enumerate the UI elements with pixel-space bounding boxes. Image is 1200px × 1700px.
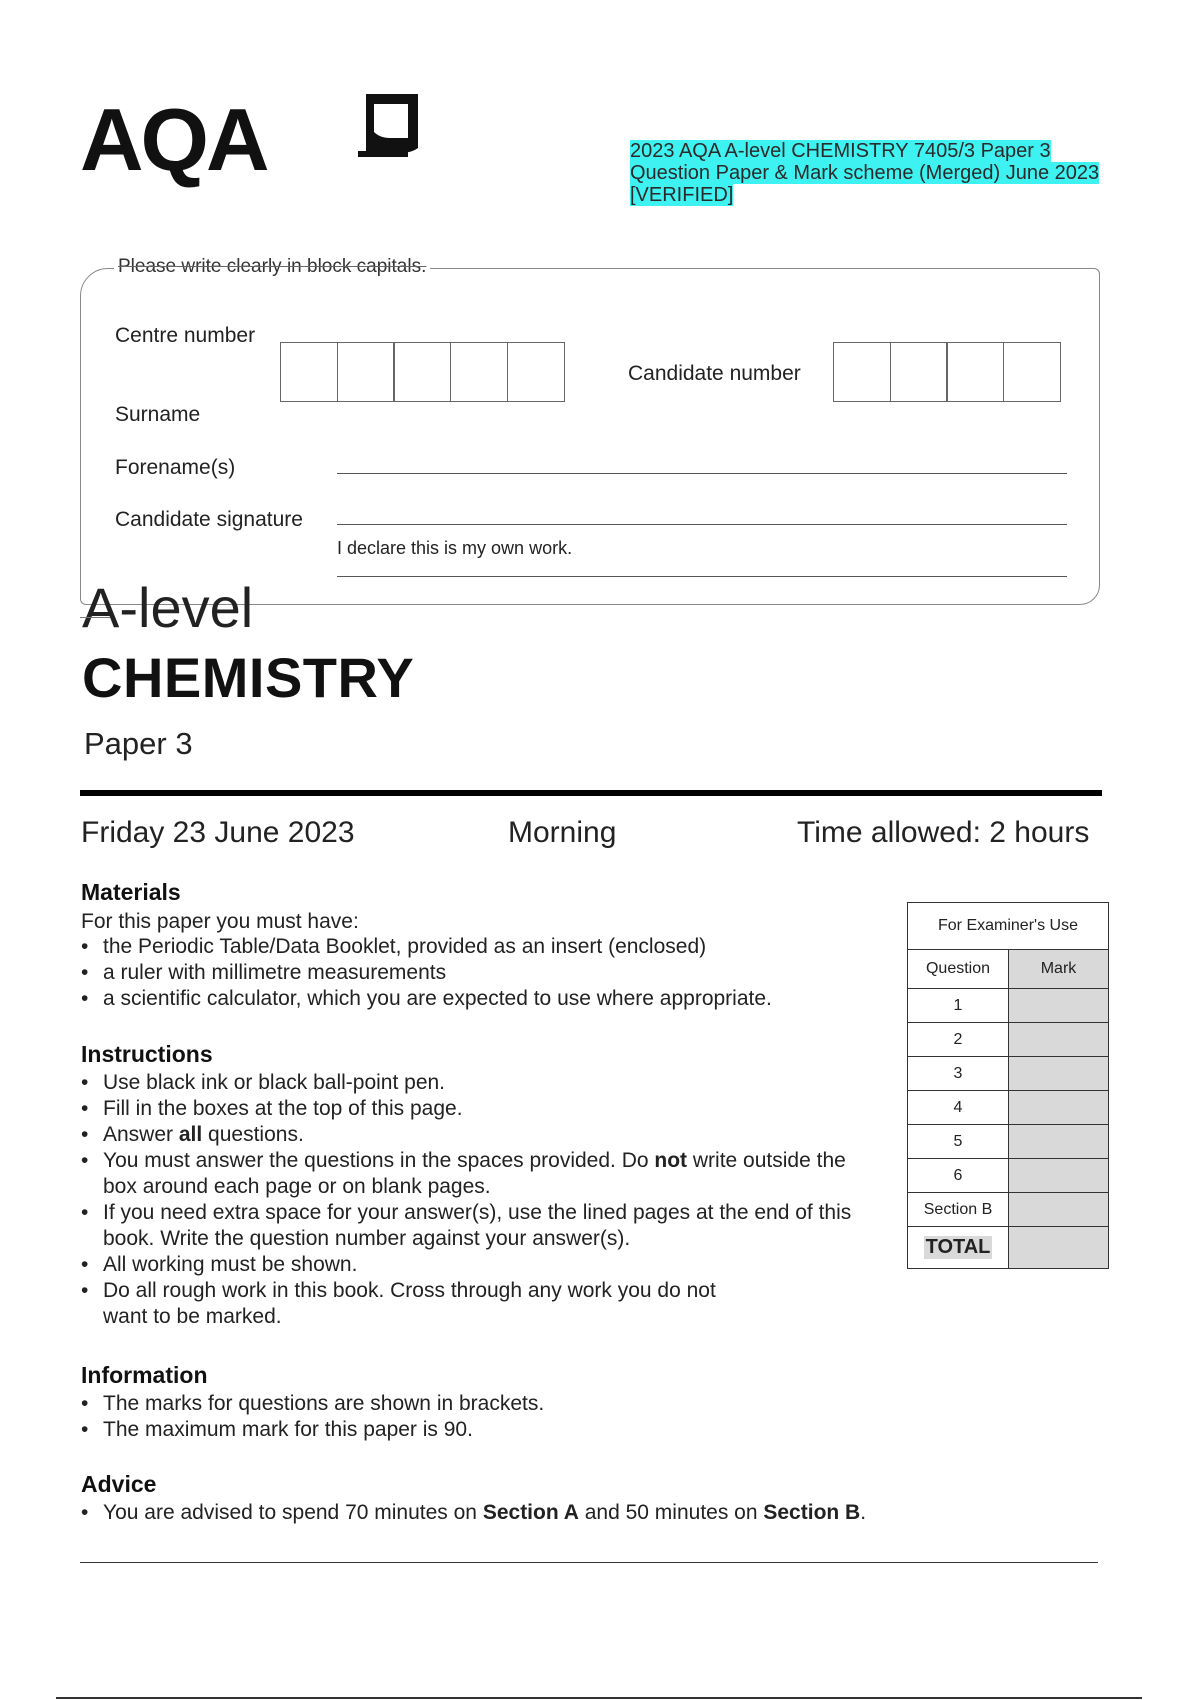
materials-heading: Materials [81, 879, 181, 905]
materials-intro: For this paper you must have: [81, 910, 359, 933]
list-item: • a ruler with millimetre measurements [81, 960, 881, 986]
total-label: TOTAL [925, 1236, 991, 1258]
candidate-details-box [80, 268, 1100, 605]
examiner-use-table [907, 902, 1109, 1269]
list-item: • You are advised to spend 70 minutes on Section A and 50 minutes on Section B. [81, 1500, 1081, 1526]
list-item: • The marks for questions are shown in brackets. [81, 1391, 881, 1417]
table-row [908, 1193, 1108, 1227]
table-row [908, 1159, 1108, 1193]
list-item: • a scientific calculator, which you are expected to use where appropriate. [81, 986, 881, 1012]
question-column-header: Question [908, 950, 1009, 988]
mark-column-header: Mark [1009, 950, 1108, 988]
table-row [908, 1023, 1108, 1057]
total-mark-cell [1009, 1227, 1108, 1268]
materials-section [81, 879, 881, 1012]
total-row [908, 1227, 1108, 1268]
declaration-line [337, 576, 1067, 577]
page-bottom-rule [56, 1697, 1142, 1699]
candidate-digit-box[interactable] [833, 342, 891, 402]
question-cell: 2 [908, 1023, 1009, 1056]
mark-cell [1009, 1057, 1108, 1090]
signature-label: Candidate signature [115, 508, 303, 531]
table-row [908, 1057, 1108, 1091]
qualification-level: A-level [82, 576, 254, 639]
header-divider [80, 790, 1102, 796]
candidate-digit-box[interactable] [1003, 342, 1061, 402]
instructions-section [81, 1041, 861, 1330]
list-item: • All working must be shown. [81, 1252, 861, 1278]
information-section [81, 1362, 881, 1443]
centre-digit-box[interactable] [393, 342, 451, 402]
mark-cell [1009, 1193, 1108, 1226]
list-item: • You must answer the questions in the spaces provided. Do not write outside the box around each page or on blank pages. [81, 1148, 861, 1200]
table-row [908, 1091, 1108, 1125]
question-cell: 5 [908, 1125, 1009, 1158]
block-capitals-instruction: Please write clearly in block capitals. [114, 256, 430, 278]
question-cell: 6 [908, 1159, 1009, 1192]
document-title: 2023 AQA A-level CHEMISTRY 7405/3 Paper 3 Question Paper & Mark scheme (Merged) June 2023 [VERIFIED] [630, 140, 1100, 206]
candidate-number-label: Candidate number [628, 362, 801, 385]
advice-list [81, 1500, 1081, 1526]
table-row [908, 1125, 1108, 1159]
candidate-digit-box[interactable] [890, 342, 948, 402]
exam-session: Morning [508, 816, 617, 849]
subject-title: CHEMISTRY [82, 646, 415, 709]
time-allowed: Time allowed: 2 hours [797, 816, 1090, 849]
question-cell: Section B [908, 1193, 1009, 1226]
centre-digit-box[interactable] [280, 342, 338, 402]
advice-section [81, 1471, 1081, 1526]
forename-line[interactable] [337, 473, 1067, 474]
examiner-table-header [908, 950, 1108, 989]
signature-line[interactable] [337, 524, 1067, 525]
list-item: • the Periodic Table/Data Booklet, provided as an insert (enclosed) [81, 934, 881, 960]
aqa-logo [80, 92, 360, 202]
list-item: • Use black ink or black ball-point pen. [81, 1070, 861, 1096]
declaration-text: I declare this is my own work. [337, 538, 573, 558]
centre-number-label: Centre number [115, 324, 256, 347]
list-item: • Do all rough work in this book. Cross through any work you do not want to be marked. [81, 1278, 763, 1330]
mark-cell [1009, 1125, 1108, 1158]
centre-digit-box[interactable] [450, 342, 508, 402]
examiner-table-title: For Examiner's Use [908, 903, 1108, 950]
footer-divider [80, 1562, 1098, 1563]
total-label-cell [908, 1227, 1009, 1268]
information-heading: Information [81, 1362, 208, 1388]
centre-digit-box[interactable] [507, 342, 565, 402]
instructions-heading: Instructions [81, 1041, 213, 1067]
table-row [908, 989, 1108, 1023]
paper-number: Paper 3 [84, 726, 193, 761]
list-item: • If you need extra space for your answer(s), use the lined pages at the end of this book. Write the question number against your answer(s). [81, 1200, 861, 1252]
advice-heading: Advice [81, 1471, 157, 1497]
question-cell: 3 [908, 1057, 1009, 1090]
question-cell: 4 [908, 1091, 1009, 1124]
list-item: • Answer all questions. [81, 1122, 861, 1148]
mark-cell [1009, 1159, 1108, 1192]
candidate-number-boxes [834, 342, 1061, 402]
mark-cell [1009, 1023, 1108, 1056]
question-cell: 1 [908, 989, 1009, 1022]
aqa-leaf-icon [280, 92, 420, 192]
mark-cell [1009, 989, 1108, 1022]
overlap-stroke [80, 617, 110, 618]
list-item: • The maximum mark for this paper is 90. [81, 1417, 881, 1443]
information-list [81, 1391, 881, 1443]
centre-digit-box[interactable] [337, 342, 395, 402]
instructions-list [81, 1070, 861, 1330]
exam-date: Friday 23 June 2023 [81, 816, 355, 849]
materials-list [81, 934, 881, 1012]
forename-label: Forename(s) [115, 456, 236, 479]
candidate-digit-box[interactable] [946, 342, 1004, 402]
logo-wordmark: AQA [80, 90, 267, 189]
mark-cell [1009, 1091, 1108, 1124]
centre-number-boxes [281, 342, 565, 402]
surname-label: Surname [115, 403, 201, 426]
list-item: • Fill in the boxes at the top of this page. [81, 1096, 861, 1122]
